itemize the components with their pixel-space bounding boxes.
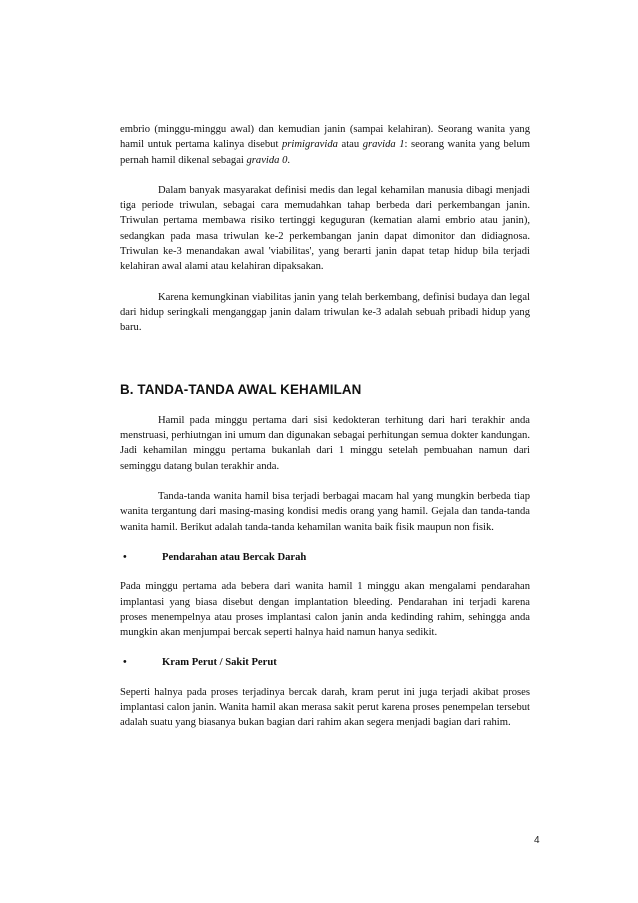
term-primigravida: primigravida xyxy=(282,139,338,151)
paragraph-kram-perut: Seperti halnya pada proses terjadinya bercak darah, kram perut ini juga terjadi akibat proses implantasi calon janin. Wanita hamil akan merasa sakit perut karena proses penempelan tersebut adalah suatu yang biasanya bukan bagian dari rahim akan segera menjadi bagian dari rahim. xyxy=(120,686,530,729)
paragraph-tanda-tanda: Tanda-tanda wanita hamil bisa terjadi berbagai macam hal yang mungkin berbeda tiap wanita tergantung dari masing-masing kondisi medis orang yang hamil. Gejala dan tanda-tanda wanita hamil. Berikut adalah tanda-tanda kehamilan wanita baik fisik maupun non fisik. xyxy=(120,491,530,533)
section-heading: B. TANDA-TANDA AWAL KEHAMILAN xyxy=(120,381,362,397)
bullet-icon: • xyxy=(123,551,127,563)
paragraph-pendarahan: Pada minggu pertama ada bebera dari wanita hamil 1 minggu akan mengalami pendarahan implantasi yang biasa disebut dengan implantation bleeding. Pendarahan ini terjadi karena proses menempelnya atau proses implantasi calon janin anda kedinding rahim, sehingga anda mungkin akan menjumpai bercak seperti halnya haid namun hanya sedikit. xyxy=(120,581,530,639)
page-content xyxy=(120,122,530,746)
term-gravida-1: gravida 1 xyxy=(362,139,405,151)
paragraph-viabilitas: Karena kemungkinan viabilitas janin yang telah berkembang, definisi budaya dan legal dari hidup seringkali menganggap janin dalam triwulan ke-3 adalah sebuah pribadi hidup yang baru. xyxy=(120,291,530,334)
bullet-icon: • xyxy=(123,657,127,669)
paragraph-minggu-pertama: Hamil pada minggu pertama dari sisi kedokteran terhitung dari hari terakhir anda menstruasi, perhiutngan ini umum dan digunakan sebagai perhitungan semua dokter kandungan. Jadi kehamilan minggu pertama bukanlah dari 1 minggu setelah pembuahan namun dari seminggu datang bulan terakhir anda. xyxy=(120,414,530,472)
paragraph-triwulan: Dalam banyak masyarakat definisi medis dan legal kehamilan manusia dibagi menjadi tiga periode triwulan, sebagai cara memudahkan tahap berbeda dari perkembangan janin. Triwulan pertama membawa risiko tertinggi keguguran (kematian alami embrio atau janin), sedangkan pada masa triwulan ke-2 perkembangan janin dapat dimonitor dan didiagnosa. Triwulan ke-3 menandakan awal 'viabilitas', yang berarti janin dapat tetap hidup bila terjadi kelahiran awal alami atau kelahiran dipaksakan. xyxy=(120,184,530,273)
page-number: 4 xyxy=(534,835,540,846)
paragraph-embrio: embrio (minggu-minggu awal) dan kemudian janin (sampai kelahiran). Seorang wanita yang hamil untuk pertama kalinya disebut primigravida atau gravida 1: seorang wanita yang belum pernah hamil dikenal sebagai gravida 0. xyxy=(120,124,530,166)
bullet-label: Kram Perut / Sakit Perut xyxy=(162,657,277,669)
bullet-pendarahan xyxy=(120,550,530,565)
bullet-kram-perut xyxy=(120,655,530,670)
term-gravida-0: gravida 0 xyxy=(246,154,288,166)
bullet-label: Pendarahan atau Bercak Darah xyxy=(162,551,307,563)
